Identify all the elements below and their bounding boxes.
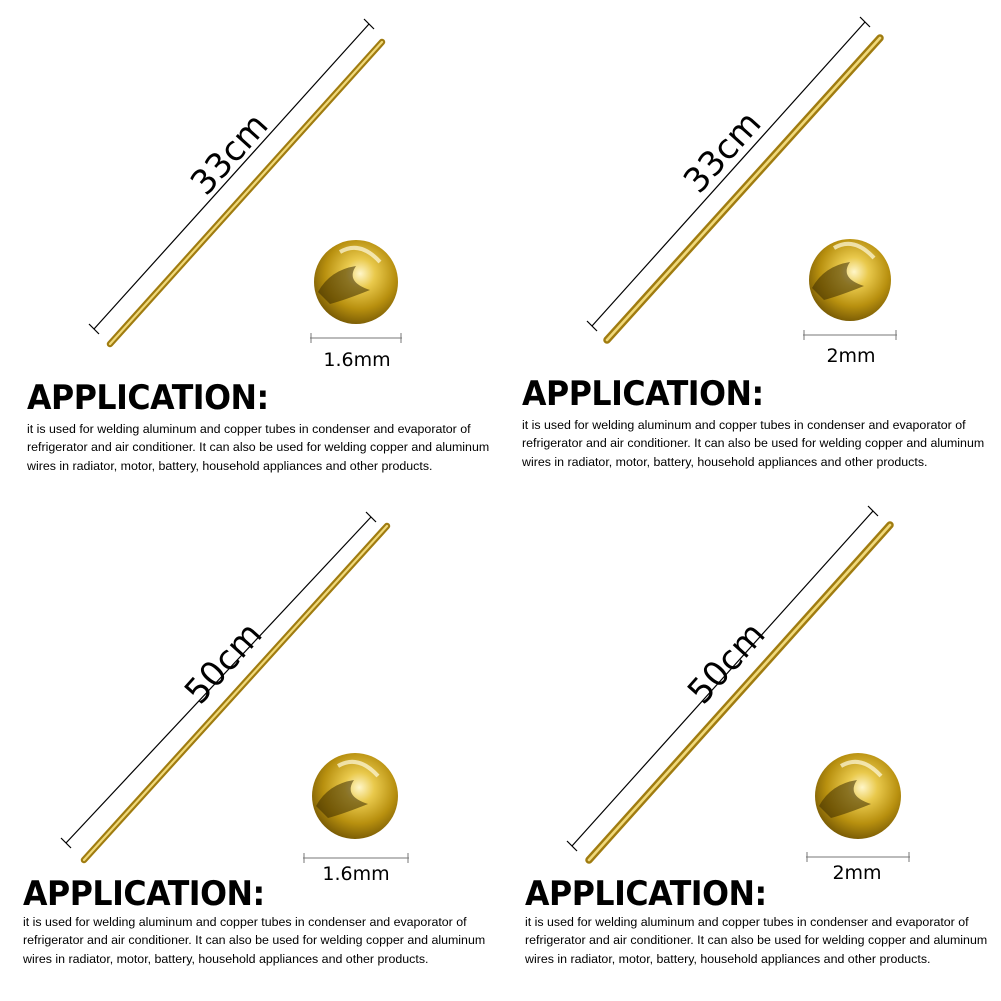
application-heading: APPLICATION:: [522, 374, 764, 414]
product-panel-33cm-1-6mm: [0, 0, 500, 500]
application-heading: APPLICATION:: [23, 874, 265, 914]
diameter-dimension-line: [806, 852, 910, 862]
product-panel-50cm-1-6mm: [0, 500, 500, 1000]
diameter-dimension-line: [803, 330, 897, 340]
application-description: it is used for welding aluminum and copper tubes in condenser and evaporator of refrigerator and air conditioner. It can also be used for welding copper and aluminum wires in radiator, motor, battery, household appliances and other products.: [27, 422, 490, 473]
application-description: it is used for welding aluminum and copper tubes in condenser and evaporator of refrigerator and air conditioner. It can also be used for welding copper and aluminum wires in radiator, motor, battery, household appliances and other products.: [525, 915, 988, 966]
rod-cross-section-icon: [312, 753, 398, 839]
length-label: 33cm: [675, 103, 770, 202]
length-label: 33cm: [182, 105, 277, 204]
diameter-label: 2mm: [832, 862, 882, 884]
product-panel-33cm-2mm: [500, 0, 1000, 500]
product-panel-50cm-2mm: [500, 500, 1000, 1000]
rod-cross-section-icon: [314, 240, 398, 324]
diameter-label: 1.6mm: [322, 863, 390, 885]
diameter-label: 1.6mm: [323, 349, 391, 371]
application-description: it is used for welding aluminum and copper tubes in condenser and evaporator of refrigerator and air conditioner. It can also be used for welding copper and aluminum wires in radiator, motor, battery, household appliances and other products.: [522, 418, 985, 469]
length-label: 50cm: [679, 614, 774, 713]
rod-cross-section-icon: [809, 239, 891, 321]
application-description: it is used for welding aluminum and copper tubes in condenser and evaporator of refrigerator and air conditioner. It can also be used for welding copper and aluminum wires in radiator, motor, battery, household appliances and other products.: [23, 915, 486, 966]
application-heading: APPLICATION:: [525, 874, 767, 914]
length-label: 50cm: [176, 614, 271, 713]
diameter-label: 2mm: [826, 345, 876, 367]
rod-cross-section-icon: [815, 753, 901, 839]
diameter-dimension-line: [303, 853, 409, 863]
diameter-dimension-line: [310, 333, 402, 343]
application-heading: APPLICATION:: [27, 378, 269, 418]
